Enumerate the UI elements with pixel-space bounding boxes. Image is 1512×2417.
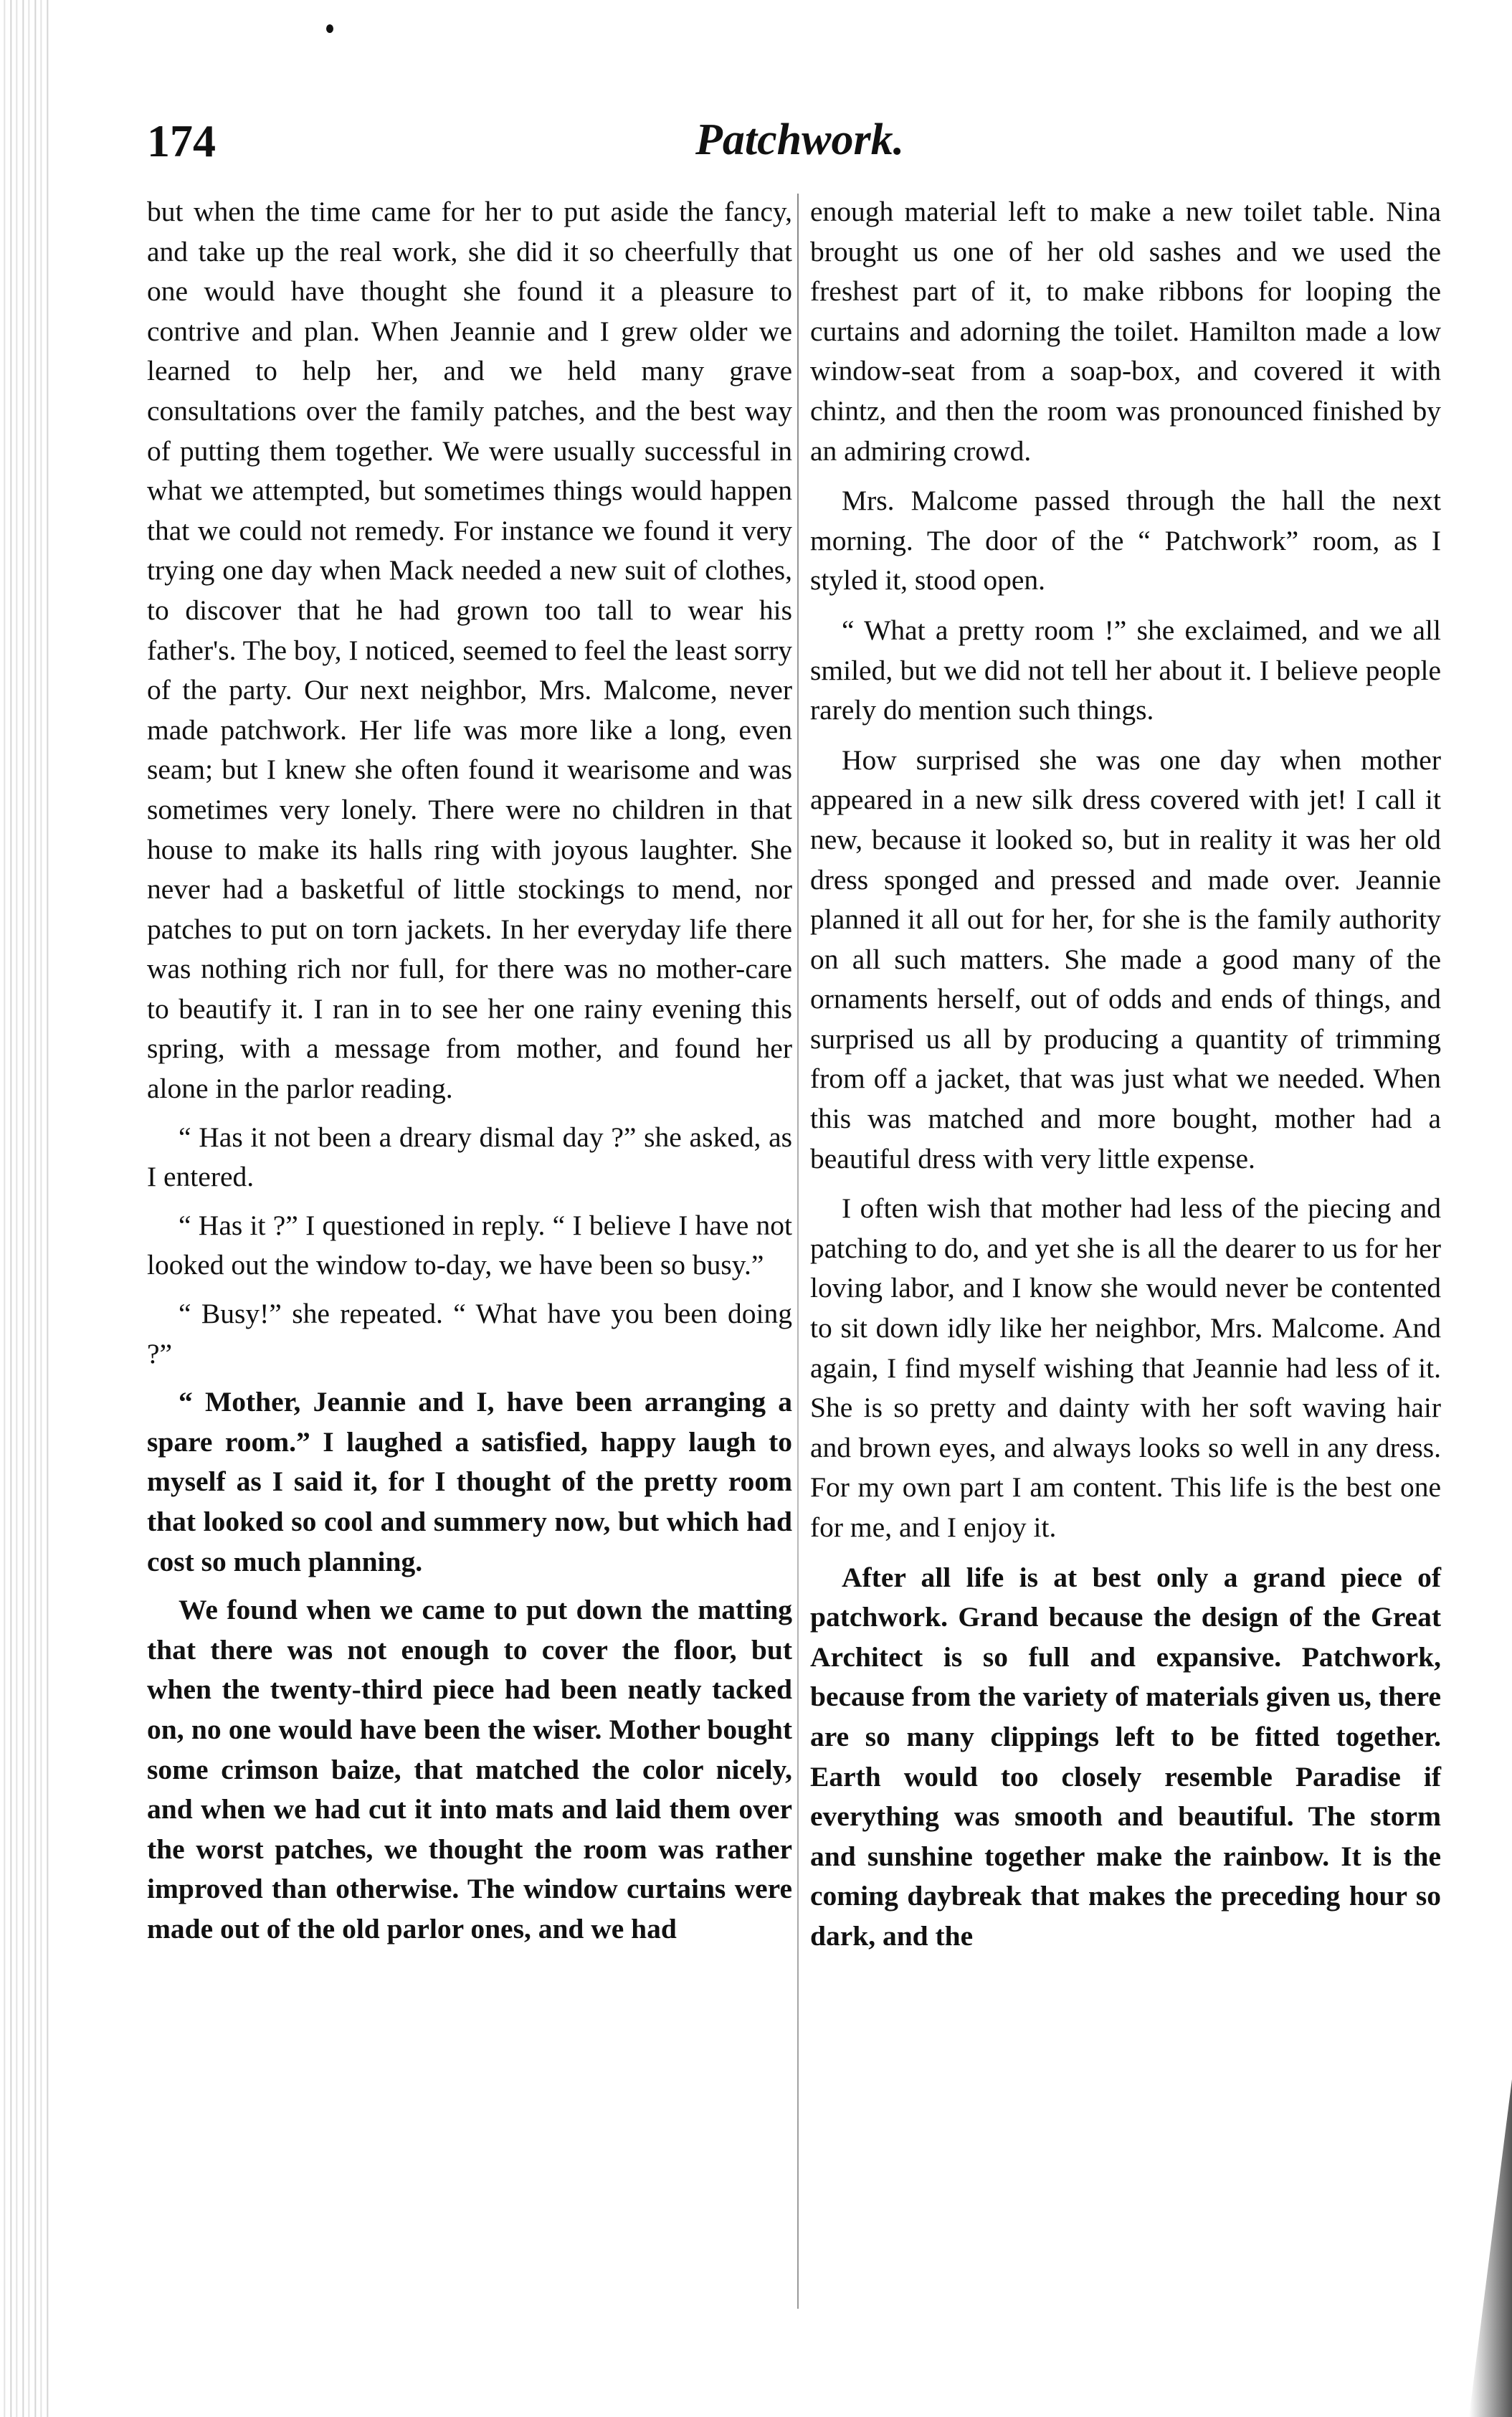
page-number: 174 — [147, 115, 216, 166]
paragraph: “ Mother, Jeannie and I, have been arranging a spare room.” I laughed a satisfied, happy laugh to myself as I said it, for I thought of the pretty room that looked so cool and summery now, but which had cost so much planning. — [147, 1386, 792, 1577]
paragraph: Mrs. Malcome passed through the hall the next morning. The door of the “ Patchwork” room, as I styled it, stood open. — [810, 485, 1441, 597]
page-binding-edge — [0, 0, 50, 2417]
paragraph: “ Has it not been a dreary dismal day ?” she asked, as I entered. — [147, 1121, 792, 1193]
paragraph: “ What a pretty room !” she exclaimed, and we all smiled, but we did not tell her about it. I believe people rarely do mention such things. — [810, 614, 1441, 726]
running-head-title: Patchwork. — [695, 115, 905, 164]
right-column — [810, 192, 1441, 1957]
paragraph: I often wish that mother had less of the piecing and patching to do, and yet she is all the dearer to us for her loving labor, and I know she would never be contented to sit down idly like her neighbor, Mrs. Malcome. And again, I find myself wishing that Jeannie had less of it. She is so pretty and dainty with her soft waving hair and brown eyes, and always looks so well in any dress. For my own part I am content. This life is the best one for me, and I enjoy it. — [810, 1192, 1441, 1543]
ink-speck — [326, 24, 333, 33]
page-curl-shadow — [1469, 2079, 1512, 2417]
paragraph: We found when we came to put down the matting that there was not enough to cover the floor, but when the twenty-third piece had been neatly tacked on, no one would have been the wiser. Mother bought some crimson baize, that matched the color nicely, and when we had cut it into mats and laid them over the worst patches, we thought the room was rather improved than otherwise. The window curtains were made out of the old parlor ones, and we had — [147, 1594, 792, 1944]
column-divider — [797, 194, 799, 2309]
paragraph: After all life is at best only a grand piece of patchwork. Grand because the design of the Great Architect is so full and expansive. Patchwork, because from the variety of materials given us, there are so many clippings left to be fitted together. Earth would too closely resemble Paradise if everything was smooth and beautiful. The storm and sunshine together make the rainbow. It is the coming daybreak that makes the preceding hour so dark, and the — [810, 1561, 1441, 1952]
paragraph: “ Has it ?” I questioned in reply. “ I believe I have not looked out the window to-day, we have been so busy.” — [147, 1209, 792, 1281]
paragraph: but when the time came for her to put aside the fancy, and take up the real work, she did it so cheerfully that one would have thought she found it a pleasure to contrive and plan. When Jeannie and I grew older we learned to help her, and we held many grave consultations over the family patches, and the best way of putting them together. We were usually successful in what we attempted, but sometimes things would happen that we could not remedy. For instance we found it very trying one day when Mack needed a new suit of clothes, to discover that he had grown too tall to wear his father's. The boy, I noticed, seemed to feel the least sorry of the party. Our next neighbor, Mrs. Malcome, never made patchwork. Her life was more like a long, even seam; but I knew she often found it wearisome and was sometimes very lonely. There were no children in that house to make its halls ring with joyous laughter. She never had a basketful of little stockings to mend, nor patches to put on torn jackets. In her everyday life there was nothing rich nor full, for there was no mother-care to beautify it. I ran in to see her one rainy evening this spring, with a message from mother, and found her alone in the parlor reading. — [147, 196, 792, 1105]
paragraph: enough material left to make a new toilet table. Nina brought us one of her old sashes and we used the freshest part of it, to make ribbons for looping the curtains and adorning the toilet. Hamilton made a low window-seat from a soap-box, and covered it with chintz, and then the room was pronounced finished by an admiring crowd. — [810, 196, 1441, 467]
left-column — [147, 192, 792, 1950]
paragraph: How surprised she was one day when mother appeared in a new silk dress covered with jet! I call it new, because it looked so, but in reality it was her old dress sponged and pressed and made over. Jeannie planned it all out for her, for she is the family authority on all such matters. She made a good many of the ornaments herself, out of odds and ends of things, and surprised us all by producing a quantity of trimming from off a jacket, that was just what we needed. When this was matched and more bought, mother had a beautiful dress with very little expense. — [810, 744, 1441, 1174]
paragraph: “ Busy!” she repeated. “ What have you been doing ?” — [147, 1298, 792, 1369]
